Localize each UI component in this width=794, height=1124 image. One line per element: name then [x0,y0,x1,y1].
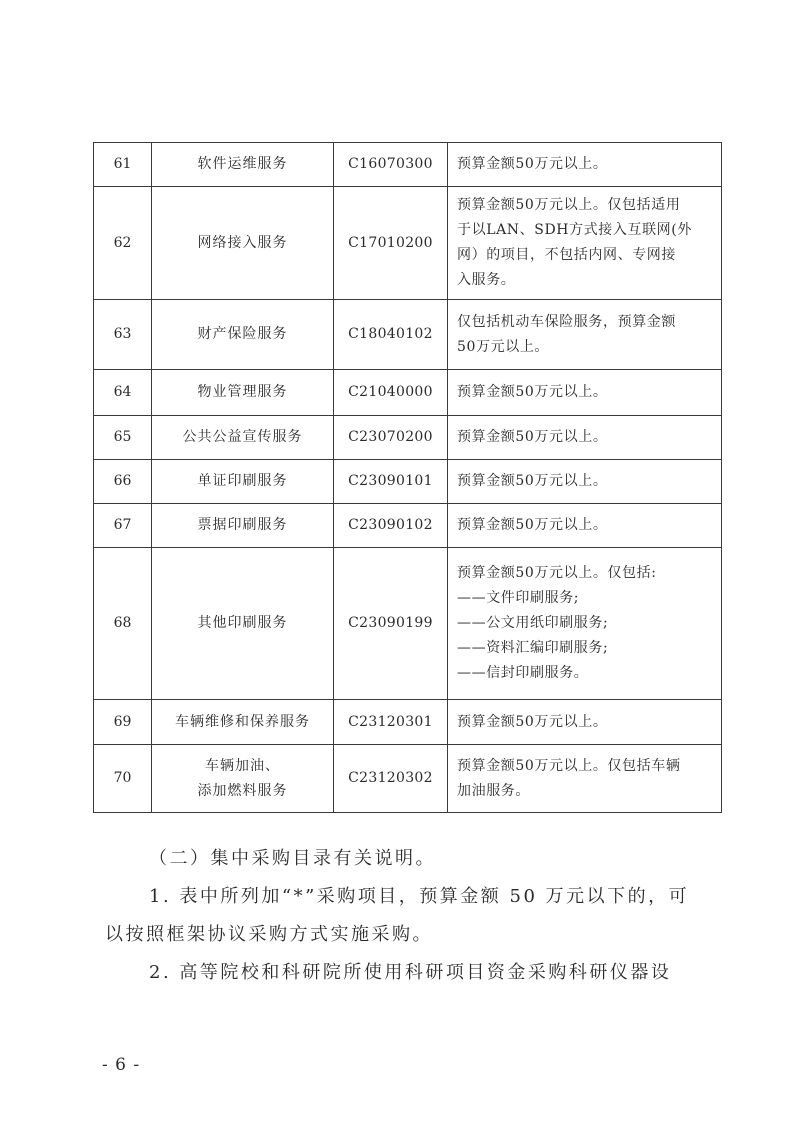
remark-cell [448,416,722,460]
catalog-code: C16070300 [334,143,448,187]
service-name-cell [152,143,334,187]
catalog-table-body [94,143,722,813]
notes-heading: （二）集中采购目录有关说明。 [149,848,436,869]
catalog-code: C23120301 [334,700,448,745]
remark-line: 预算金额50万元以上。仅包括车辆 [457,757,681,774]
table-row [94,416,722,460]
note-item-1-line-1: 1. 表中所列加“*”采购项目，预算金额 50 万元以下的，可 [149,886,690,907]
catalog-code: C23090101 [334,460,448,504]
remark-cell [448,700,722,745]
row-number: 67 [94,504,152,548]
catalog-code: C23090199 [334,548,448,700]
service-name: 物业管理服务 [197,384,288,400]
row-number: 70 [94,745,152,813]
remark-cell [448,300,722,370]
remark-line: 预算金额50万元以上。 [457,713,608,730]
service-name: 车辆加油、 [205,757,280,774]
table-row [94,143,722,187]
row-number: 69 [94,700,152,745]
row-number: 62 [94,187,152,300]
page-number: - 6 - [102,1055,141,1075]
catalog-code: C23070200 [334,416,448,460]
row-number: 65 [94,416,152,460]
remark-cell [448,745,722,813]
service-name: 财产保险服务 [197,326,288,342]
remark-line: 预算金额50万元以上。 [457,156,608,172]
service-name: 网络接入服务 [197,234,288,251]
remark-line: 预算金额50万元以上。仅包括: [457,565,657,581]
service-name-cell [152,187,334,300]
service-name: 车辆维修和保养服务 [175,713,310,730]
remark-line: 加油服务。 [457,782,530,799]
service-name-cell [152,548,334,700]
table-row [94,504,722,548]
service-name: 票据印刷服务 [197,517,288,533]
service-name-cell [152,460,334,504]
service-name-cell [152,504,334,548]
remark-line: 网）的项目，不包括内网、专网接 [457,247,676,263]
service-name-cell [152,745,334,813]
remark-cell [448,504,722,548]
row-number: 64 [94,370,152,416]
table-row [94,745,722,813]
remark-line: ——公文用纸印刷服务; [457,615,609,631]
remark-line: 预算金额50万元以上。 [457,384,608,400]
table-row [94,300,722,370]
remark-line: ——文件印刷服务; [457,590,580,606]
remark-line: 预算金额50万元以上。仅包括适用 [457,197,681,213]
remark-cell [448,460,722,504]
remark-cell [448,548,722,700]
remark-line: 仅包括机动车保险服务，预算金额 [457,313,676,330]
table-row [94,460,722,504]
remark-line: 预算金额50万元以上。 [457,517,608,533]
catalog-code: C23120302 [334,745,448,813]
table-row [94,187,722,300]
service-name: 单证印刷服务 [197,473,288,489]
remark-cell [448,143,722,187]
catalog-code: C23090102 [334,504,448,548]
service-name-cell [152,416,334,460]
service-name-cell [152,370,334,416]
service-name-cell [152,300,334,370]
row-number: 61 [94,143,152,187]
remark-line: 于以LAN、SDH方式接入互联网(外 [457,222,692,238]
remark-line: 预算金额50万元以上。 [457,473,608,489]
service-name: 其他印刷服务 [197,615,288,631]
remark-line: 50万元以上。 [457,338,550,355]
service-name: 添加燃料服务 [197,782,288,799]
remark-cell [448,187,722,300]
table-row [94,700,722,745]
note-item-1-line-2: 以按照框架协议采购方式实施采购。 [105,924,433,945]
catalog-notes [105,840,705,992]
catalog-code: C21040000 [334,370,448,416]
table-row [94,548,722,700]
remark-line: ——资料汇编印刷服务; [457,640,609,656]
note-item-2-line-1: 2. 高等院校和科研院所使用科研项目资金采购科研仪器设 [149,962,672,983]
remark-line: 预算金额50万元以上。 [457,429,608,445]
row-number: 68 [94,548,152,700]
table-row [94,370,722,416]
catalog-code: C17010200 [334,187,448,300]
remark-line: ——信封印刷服务。 [457,665,589,681]
row-number: 63 [94,300,152,370]
remark-cell [448,370,722,416]
procurement-catalog-table [93,142,722,813]
service-name: 软件运维服务 [197,156,288,172]
row-number: 66 [94,460,152,504]
service-name-cell [152,700,334,745]
service-name: 公共公益宣传服务 [182,429,303,445]
catalog-code: C18040102 [334,300,448,370]
remark-line: 入服务。 [457,272,516,288]
